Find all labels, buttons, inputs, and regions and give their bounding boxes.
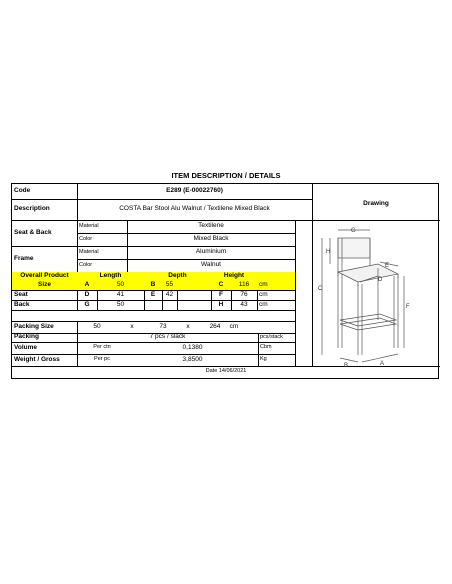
packing-value: 7 pcs / slack bbox=[149, 333, 186, 341]
weight-value: 3,8500 bbox=[182, 355, 203, 363]
seat-height-value: 76 bbox=[240, 290, 248, 298]
volume-basis: Per ctn bbox=[93, 344, 111, 351]
description-value: COSTA Bar Stool Alu Walnut / Textilene Mixed Black bbox=[119, 205, 270, 213]
seat-length-code: D bbox=[84, 290, 90, 298]
seat-dim-label: Seat bbox=[14, 290, 28, 298]
seat-back-color-key: Color bbox=[79, 235, 93, 242]
volume-label: Volume bbox=[14, 343, 37, 351]
back-depth-code bbox=[144, 300, 162, 310]
code-value: E289 (E-00022760) bbox=[166, 187, 223, 195]
packing-size-c: 264 bbox=[209, 322, 221, 330]
packing-size-label: Packing Size bbox=[14, 322, 54, 330]
size-length-value: 50 bbox=[97, 281, 144, 290]
packing-size-b: 73 bbox=[159, 322, 167, 330]
back-unit: cm bbox=[259, 300, 268, 308]
bar-stool-drawing bbox=[300, 220, 420, 370]
back-height-code: H bbox=[218, 300, 224, 308]
seat-back-label: Seat & Back bbox=[14, 228, 52, 236]
label-b: B bbox=[344, 363, 349, 369]
label-a: A bbox=[380, 361, 385, 367]
weight-unit: Kg bbox=[260, 356, 267, 363]
back-length-code: G bbox=[84, 300, 90, 308]
volume-unit: Cbm bbox=[260, 344, 272, 351]
document-title: ITEM DESCRIPTION / DETAILS bbox=[171, 171, 281, 180]
back-depth-value bbox=[162, 300, 177, 310]
size-depth-value: 55 bbox=[162, 281, 177, 290]
volume-value: 0,1380 bbox=[182, 343, 203, 351]
packing-size-x1: x bbox=[130, 322, 134, 330]
seat-height-code: F bbox=[219, 290, 223, 298]
height-header: Height bbox=[211, 272, 257, 281]
date-text: Date 14/06/2021 bbox=[205, 367, 247, 374]
label-f: F bbox=[406, 304, 410, 310]
frame-material-value: Aluminium bbox=[195, 248, 227, 256]
label-e: E bbox=[385, 263, 390, 269]
size-label: Size bbox=[12, 281, 77, 290]
seat-length-value: 41 bbox=[116, 290, 125, 298]
size-height-code: C bbox=[211, 281, 231, 290]
size-height-value: 116 bbox=[231, 281, 257, 290]
depth-header: Depth bbox=[144, 272, 211, 281]
size-length-code: A bbox=[77, 281, 97, 290]
back-height-value: 43 bbox=[240, 300, 248, 308]
frame-material-key: Material bbox=[79, 248, 99, 255]
seat-back-material-value: Textilene bbox=[198, 222, 224, 230]
size-depth-code: B bbox=[144, 281, 162, 290]
seat-back-color-value: Mixed Black bbox=[193, 235, 229, 243]
seat-unit: cm bbox=[259, 290, 268, 298]
seat-depth-value: 42 bbox=[165, 290, 174, 298]
length-header: Length bbox=[77, 272, 144, 281]
packing-label: Packing bbox=[14, 333, 39, 341]
back-length-value: 50 bbox=[116, 300, 125, 308]
weight-label: Weight / Gross bbox=[14, 355, 60, 363]
packing-size-x2: x bbox=[186, 322, 190, 330]
back-dim-label: Back bbox=[14, 300, 30, 308]
label-g: G bbox=[351, 228, 356, 234]
frame-label: Frame bbox=[14, 254, 34, 262]
frame-color-key: Color bbox=[79, 261, 93, 268]
seat-back-material-key: Material bbox=[79, 222, 99, 229]
drawing-label: Drawing bbox=[363, 199, 389, 207]
packing-size-a: 50 bbox=[93, 322, 101, 330]
overall-product-header: Overall Product bbox=[12, 272, 77, 281]
packing-unit: pcs/stack bbox=[260, 333, 283, 340]
label-h: H bbox=[326, 249, 331, 255]
frame-color-value: Walnut bbox=[201, 261, 221, 269]
code-label: Code bbox=[14, 187, 31, 195]
label-d: D bbox=[378, 277, 383, 283]
weight-basis: Per pc bbox=[94, 356, 110, 363]
packing-size-unit: cm bbox=[229, 322, 239, 330]
label-c: C bbox=[318, 286, 323, 292]
bar-stool-diagram bbox=[300, 220, 420, 370]
seat-depth-code: E bbox=[150, 290, 156, 298]
size-unit: cm bbox=[257, 281, 295, 290]
description-label: Description bbox=[14, 205, 50, 213]
